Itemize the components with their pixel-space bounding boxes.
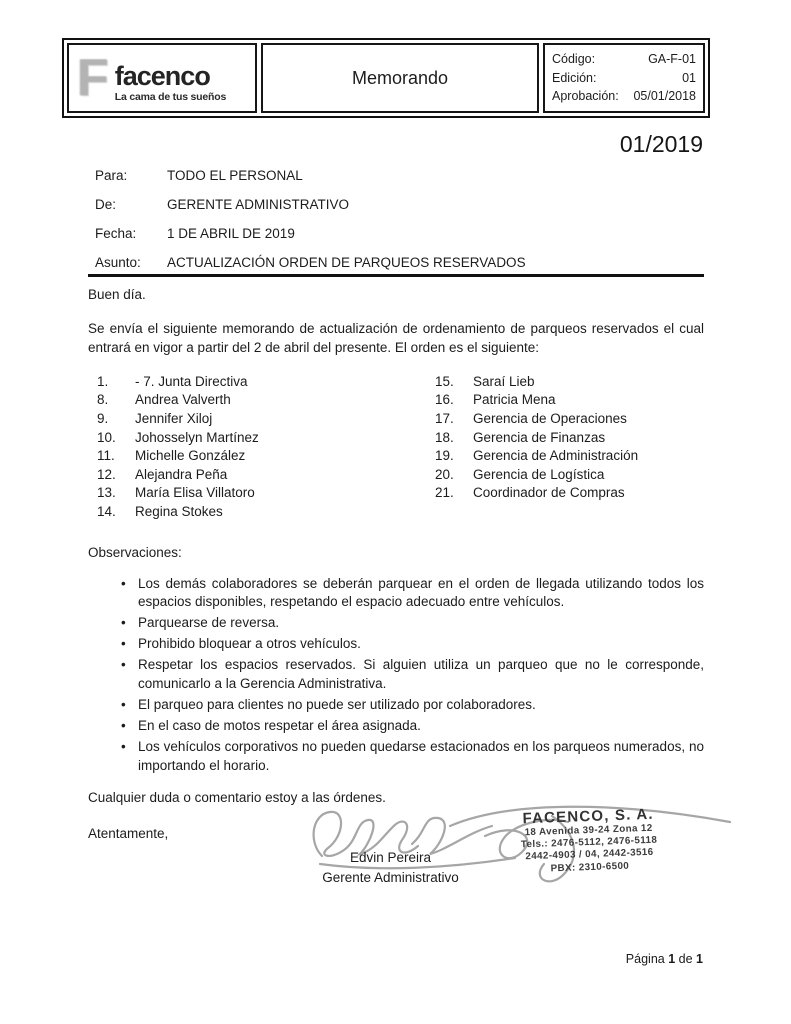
- item-number: 15.: [435, 373, 454, 389]
- of-word: de: [678, 952, 693, 966]
- approval-value: 05/01/2018: [633, 89, 696, 104]
- code-row: [552, 50, 696, 69]
- item-number: 17.: [435, 410, 454, 426]
- item-text: Gerencia de Operaciones: [473, 410, 627, 426]
- asunto-value: ACTUALIZACIÓN ORDEN DE PARQUEOS RESERVADOS: [167, 254, 526, 270]
- list-item: [435, 466, 704, 485]
- item-text: Andrea Valverth: [135, 392, 231, 408]
- item-text: Jennifer Xiloj: [135, 410, 213, 426]
- page-number: 1: [668, 952, 676, 966]
- signer-name: Edvin Pereira: [349, 850, 432, 865]
- brand-name: facenco: [114, 61, 210, 91]
- memo-body: [88, 286, 704, 844]
- item-number: 8.: [97, 392, 109, 408]
- list-item: [435, 429, 704, 448]
- list-item: [435, 373, 704, 392]
- item-text: - 7. Junta Directiva: [135, 373, 248, 389]
- item-text: Gerencia de Administración: [473, 448, 639, 464]
- list-item: [435, 391, 704, 410]
- item-number: 14.: [97, 504, 116, 520]
- para-value: TODO EL PERSONAL: [167, 168, 303, 183]
- item-number: 10.: [97, 429, 116, 445]
- item-text: Regina Stokes: [135, 504, 223, 520]
- fecha-value: 1 DE ABRIL DE 2019: [167, 225, 295, 241]
- list-item: [97, 466, 435, 485]
- item-number: 16.: [435, 392, 454, 408]
- para-label: Para:: [95, 168, 128, 183]
- order-list-right-column: [435, 373, 704, 522]
- document-header: [62, 38, 710, 118]
- item-number: 18.: [435, 429, 454, 445]
- observations-list: [88, 575, 704, 776]
- item-number: 13.: [97, 485, 116, 501]
- stamp-phones: 2442-4903 / 04, 2442-3516: [525, 847, 654, 863]
- list-item: [97, 429, 435, 448]
- page-number-footer: [626, 952, 703, 966]
- observation-item: • Los vehículos corporativos no pueden quedarse estacionados en los parqueos numerados, no importando el horario.: [88, 738, 704, 776]
- item-text: Michelle González: [135, 448, 246, 464]
- asunto-label: Asunto:: [95, 254, 141, 270]
- item-number: 20.: [435, 466, 454, 482]
- observations-title: Observaciones:: [88, 544, 182, 560]
- item-number: 11.: [97, 448, 115, 464]
- observation-item: • El parqueo para clientes no puede ser utilizado por colaboradores.: [88, 696, 704, 715]
- page-total: 1: [696, 952, 703, 966]
- observation-item: • Los demás colaboradores se deberán parquear en el orden de llegada utilizando todos los espacios disponibles, respetando el espacio adecuado entre vehículos.: [88, 575, 704, 613]
- de-value: GERENTE ADMINISTRATIVO: [167, 196, 350, 212]
- item-text: Patricia Mena: [473, 392, 556, 408]
- observation-item: • Prohibido bloquear a otros vehículos.: [88, 635, 704, 654]
- greeting-text: Buen día.: [88, 287, 146, 302]
- edition-value: 01: [682, 70, 696, 85]
- closing-text: Cualquier duda o comentario estoy a las órdenes.: [88, 790, 386, 806]
- code-label: Código:: [552, 51, 596, 66]
- item-number: 9.: [97, 410, 109, 426]
- page-word: Página: [625, 952, 665, 966]
- meta-row-asunto: [95, 256, 703, 271]
- stamp-phones: Tels.: 2476-5112, 2476-5118: [520, 834, 658, 851]
- list-item: [97, 447, 435, 466]
- item-text: Johosselyn Martínez: [135, 429, 259, 445]
- list-item: [435, 447, 704, 466]
- document-number: 01/2019: [619, 131, 703, 157]
- code-row: [552, 69, 696, 88]
- facenco-f-logo-icon: F: [77, 48, 109, 107]
- list-item: [435, 484, 704, 503]
- signer-title: Gerente Administrativo: [322, 870, 459, 886]
- memo-meta-fields: [95, 169, 703, 284]
- item-text: Coordinador de Compras: [473, 485, 625, 501]
- brand-tagline: La cama de tus sueños: [114, 91, 227, 103]
- document-type-cell: [261, 43, 539, 113]
- meta-row-de: [95, 198, 703, 213]
- code-box: [543, 43, 705, 113]
- item-number: 19.: [435, 448, 454, 464]
- company-stamp: [499, 805, 679, 877]
- stamp-pbx: PBX: 2310-6500: [550, 860, 630, 875]
- code-row: [552, 87, 696, 106]
- list-item: [435, 410, 704, 429]
- logo-cell: [67, 43, 257, 113]
- observation-item: • Respetar los espacios reservados. Si alguien utiliza un parqueo que no le corresponde, comunicarlo a la Gerencia Administrativa.: [88, 656, 704, 694]
- stamp-company-name: FACENCO, S. A.: [522, 805, 655, 828]
- edition-label: Edición:: [552, 70, 597, 85]
- item-number: 12.: [97, 466, 116, 482]
- observation-item: • Parquearse de reversa.: [88, 614, 704, 633]
- de-label: De:: [95, 196, 117, 212]
- logo-wordmark: [115, 63, 226, 103]
- item-text: Saraí Lieb: [473, 373, 535, 389]
- meta-row-fecha: [95, 227, 703, 242]
- item-text: Gerencia de Logística: [473, 466, 605, 482]
- signer-identity: [278, 848, 503, 889]
- parking-order-list: [97, 373, 704, 522]
- intro-paragraph: Se envía el siguiente memorando de actualización de ordenamiento de parqueos reservados el cual entrará en vigor a partir del 2 de abril del presente. El orden es el siguiente:: [88, 320, 704, 355]
- list-item: [97, 373, 435, 392]
- document-type-title: Memorando: [351, 67, 449, 88]
- code-value: GA-F-01: [648, 51, 696, 66]
- farewell-text: Atentamente,: [88, 826, 169, 842]
- item-text: Gerencia de Finanzas: [473, 429, 606, 445]
- meta-row-para: [95, 169, 703, 184]
- signature-block: [88, 792, 704, 922]
- list-item: [97, 503, 435, 522]
- list-item: [97, 391, 435, 410]
- fecha-label: Fecha:: [95, 225, 137, 241]
- order-list-left-column: [97, 373, 435, 522]
- item-number: 21.: [435, 485, 454, 501]
- item-number: 1.: [97, 373, 109, 389]
- observation-item: • En el caso de motos respetar el área asignada.: [88, 717, 704, 736]
- item-text: Alejandra Peña: [135, 466, 228, 482]
- approval-label: Aprobación:: [552, 89, 619, 104]
- item-text: María Elisa Villatoro: [135, 485, 255, 501]
- list-item: [97, 484, 435, 503]
- header-divider-rule: [88, 274, 704, 277]
- stamp-address: 18 Avenida 39-24 Zona 12: [524, 822, 653, 839]
- list-item: [97, 410, 435, 429]
